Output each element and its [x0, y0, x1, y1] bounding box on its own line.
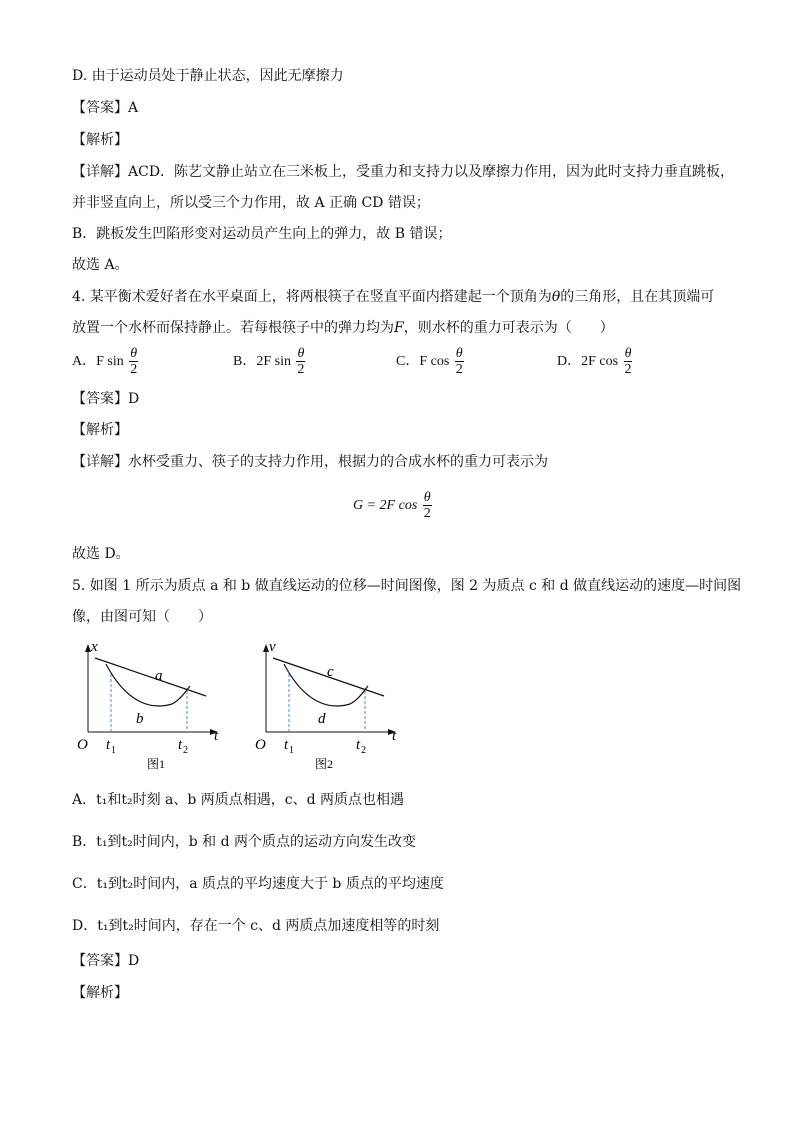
x-axis-label: t	[392, 728, 397, 744]
curve-b	[106, 664, 190, 706]
option-a: A．F sin $\frac{\theta}{2}$	[72, 346, 138, 377]
figure-1	[72, 636, 232, 772]
figure-2-graph	[250, 636, 410, 772]
fraction-theta-over-2: $\frac{\theta}{2}$	[297, 346, 305, 377]
curve-d	[284, 664, 368, 706]
answer-line: 【答案】A	[72, 100, 139, 116]
t2-subscript: 2	[183, 745, 188, 756]
line-a-label: a	[155, 668, 163, 684]
t1-subscript: 1	[289, 745, 294, 756]
t2-label: t	[178, 737, 183, 753]
fraction-theta-over-2: $\frac{\theta}{2}$	[624, 346, 632, 377]
question-5-line-2: 像，由图可知（ ）	[72, 609, 212, 625]
equation-gravity: G = 2F cos $\frac{\theta}{2}$	[353, 490, 431, 521]
analysis-5-heading: 【解析】	[72, 985, 128, 1001]
figure-2-caption: 图2	[315, 757, 334, 771]
detail-line-3: B．跳板发生凹陷形变对运动员产生向上的弹力，故 B 错误；	[72, 226, 452, 242]
answer-4-line: 【答案】D	[72, 391, 140, 407]
figure-1-graph	[72, 636, 232, 772]
fraction-theta-over-2: $\frac{\theta}{2}$	[423, 490, 431, 521]
t1-label: t	[284, 737, 289, 753]
analysis-heading: 【解析】	[72, 132, 128, 148]
conclusion-line: 故选 A。	[72, 257, 129, 273]
option-c: C．F cos $\frac{\theta}{2}$	[396, 346, 463, 377]
answer-5-line: 【答案】D	[72, 953, 140, 969]
t2-subscript: 2	[361, 745, 366, 756]
line-a	[95, 658, 206, 696]
question-5-option-d: D．t₁到t₂时间内，存在一个 c、d 两质点加速度相等的时刻	[72, 918, 440, 934]
x-axis-label: t	[214, 728, 219, 744]
question-4-line-1: 4. 某平衡术爱好者在水平桌面上，将两根筷子在竖直平面内搭建起一个顶角为θ的三角形，且在其顶端可	[72, 289, 715, 305]
origin-label: O	[77, 737, 88, 753]
question-5-option-a: A．t₁和t₂时刻 a、b 两质点相遇，c、d 两质点也相遇	[72, 792, 405, 808]
conclusion-4-line: 故选 D。	[72, 546, 130, 562]
question-5-option-b: B．t₁到t₂时间内，b 和 d 两个质点的运动方向发生改变	[72, 834, 417, 850]
question-4-line-2: 放置一个水杯而保持静止。若每根筷子中的弹力均为F，则水杯的重力可表示为（ ）	[72, 320, 614, 336]
detail-line-1: 【详解】ACD．陈艺文静止站立在三米板上，受重力和支持力以及摩擦力作用，因为此时支持力垂直跳板，	[72, 164, 735, 180]
question-5-line-1: 5. 如图 1 所示为质点 a 和 b 做直线运动的位移—时间图像，图 2 为质点 c 和 d 做直线运动的速度—时间图	[72, 578, 742, 594]
option-b: B．2F sin $\frac{\theta}{2}$	[233, 346, 305, 377]
figure-2	[250, 636, 410, 772]
detail-4-line: 【详解】水杯受重力、筷子的支持力作用，根据力的合成水杯的重力可表示为	[72, 454, 548, 470]
t1-label: t	[106, 737, 111, 753]
option-d: D．2F cos $\frac{\theta}{2}$	[557, 346, 632, 377]
question-5-option-c: C．t₁到t₂时间内，a 质点的平均速度大于 b 质点的平均速度	[72, 876, 444, 892]
curve-d-label: d	[318, 711, 326, 727]
t2-label: t	[356, 737, 361, 753]
analysis-4-heading: 【解析】	[72, 422, 128, 438]
fraction-theta-over-2: $\frac{\theta}{2}$	[130, 346, 138, 377]
detail-line-2: 并非竖直向上，所以受三个力作用，故 A 正确 CD 错误；	[72, 195, 430, 211]
option-d-line: D. 由于运动员处于静止状态，因此无摩擦力	[72, 68, 344, 84]
line-c-label: c	[327, 664, 334, 680]
y-axis-label: x	[91, 639, 98, 655]
fraction-theta-over-2: $\frac{\theta}{2}$	[455, 346, 463, 377]
t1-subscript: 1	[111, 745, 116, 756]
curve-b-label: b	[136, 711, 144, 727]
origin-label: O	[255, 737, 266, 753]
y-axis-label: v	[269, 639, 276, 655]
figure-1-caption: 图1	[147, 757, 166, 771]
